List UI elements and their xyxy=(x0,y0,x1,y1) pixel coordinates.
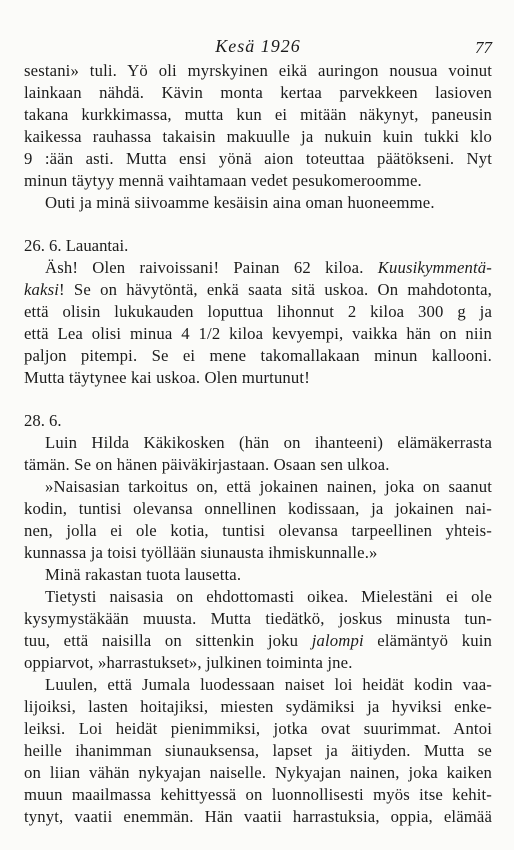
page-number: 77 xyxy=(475,38,492,57)
text-line: tynyt, vaatii enemmän. Hän vaatii harrastuksia, oppia, elämää xyxy=(24,807,492,826)
text-line: leiksi. Loi heidät pienimmiksi, jotka ovat suurimmat. Antoi xyxy=(24,719,492,738)
text-line: että olisin lukukauden loputtua lihonnut 2 kiloa 300 g ja xyxy=(24,302,492,321)
text-line: Mutta täytynee kai uskoa. Olen murtunut! xyxy=(24,368,310,387)
text-line: oppiarvot, »harrastukset», julkinen toiminta jne. xyxy=(24,653,353,672)
text-line: nen, jolla ei ole kotia, tuntisi olevansa tarpeellinen yhteis- xyxy=(24,521,492,540)
text-span: tuu, että naisilla on sittenkin joku xyxy=(24,631,312,650)
running-title: Kesä 1926 xyxy=(215,36,301,56)
text-line: kodin, tuntisi olevansa onnellinen kodissaan, ja jokainen nai- xyxy=(24,499,492,518)
page-header xyxy=(24,36,492,60)
text-line: kaikessa rauhassa takaisin makuulle ja nukuin kuin tukki klo xyxy=(24,127,492,146)
text-span: elämäntyö kuin xyxy=(363,631,492,650)
emphasis-text: kaksi xyxy=(24,280,60,299)
text-line: kunnassa ja toisi työllään siunausta ihmiskunnalle.» xyxy=(24,543,378,562)
text-line xyxy=(24,257,492,279)
text-line: tämän. Se on hänen päiväkirjastaan. Osaan sen ulkoa. xyxy=(24,455,390,474)
page-body xyxy=(24,60,492,828)
text-line: Luin Hilda Käkikosken (hän on ihanteeni) elämäkerrasta xyxy=(45,433,492,452)
text-line: lijoiksi, lasten hoitajiksi, miesten sydämiksi ja hyviksi enke- xyxy=(24,697,492,716)
text-line: Outi ja minä siivoamme kesäisin aina oman huoneemme. xyxy=(45,193,435,212)
text-line: »Naisasian tarkoitus on, että jokainen nainen, joka on saanut xyxy=(45,477,492,496)
text-line: sestani» tuli. Yö oli myrskyinen eikä auringon nousua voinut xyxy=(24,61,492,80)
text-line: 9 :ään asti. Mutta ensi yönä aion toteuttaa päätökseni. Nyt xyxy=(24,149,492,168)
emphasis-text: Kuusikymmentä- xyxy=(377,258,492,277)
text-line: paljon pitempi. Se ei mene takomallakaan minun kallooni. xyxy=(24,346,492,365)
text-span: ! Se on hävytöntä, enkä saata sitä uskoa. On mahdotonta, xyxy=(59,280,492,299)
text-line: kysymystäkään muusta. Mutta tiedätkö, joskus minusta tun- xyxy=(24,609,492,628)
text-span: Äsh! Olen raivoissani! Painan 62 kiloa. xyxy=(45,258,378,277)
diary-entry-26-6 xyxy=(24,235,492,389)
text-line xyxy=(24,279,492,301)
text-line: Tietysti naisasia on ehdottomasti oikea. Mielestäni ei ole xyxy=(45,587,492,606)
text-line: takana kurkkimassa, mutta kun ei mitään näkynyt, paneusin xyxy=(24,105,492,124)
text-line: on liian vähän nykyajan naiselle. Nykyajan nainen, joka kaiken xyxy=(24,763,492,782)
text-line: muun maailmassa kehittyessä on luonnollisesti myös itse kehit- xyxy=(24,785,492,804)
diary-entry-28-6 xyxy=(24,410,492,828)
entry-continuation xyxy=(24,60,492,214)
text-line: Minä rakastan tuota lausetta. xyxy=(45,565,242,584)
text-line xyxy=(24,630,492,652)
text-line: heille ihanimman siunauksensa, lapset ja äitiyden. Mutta se xyxy=(24,741,492,760)
entry-date: 28. 6. xyxy=(24,411,62,430)
text-line: lainkaan nähdä. Kävin monta kertaa parvekkeen lasioven xyxy=(24,83,492,102)
text-line: Luulen, että Jumala luodessaan naiset loi heidät kodin vaa- xyxy=(45,675,492,694)
text-line: että Lea olisi minua 4 1/2 kiloa kevyempi, vaikka hän on niin xyxy=(24,324,492,343)
entry-date: 26. 6. Lauantai. xyxy=(24,236,129,255)
text-line: minun täytyy mennä vaihtamaan vedet pesukomeroomme. xyxy=(24,171,422,190)
emphasis-text: jalompi xyxy=(311,631,364,650)
